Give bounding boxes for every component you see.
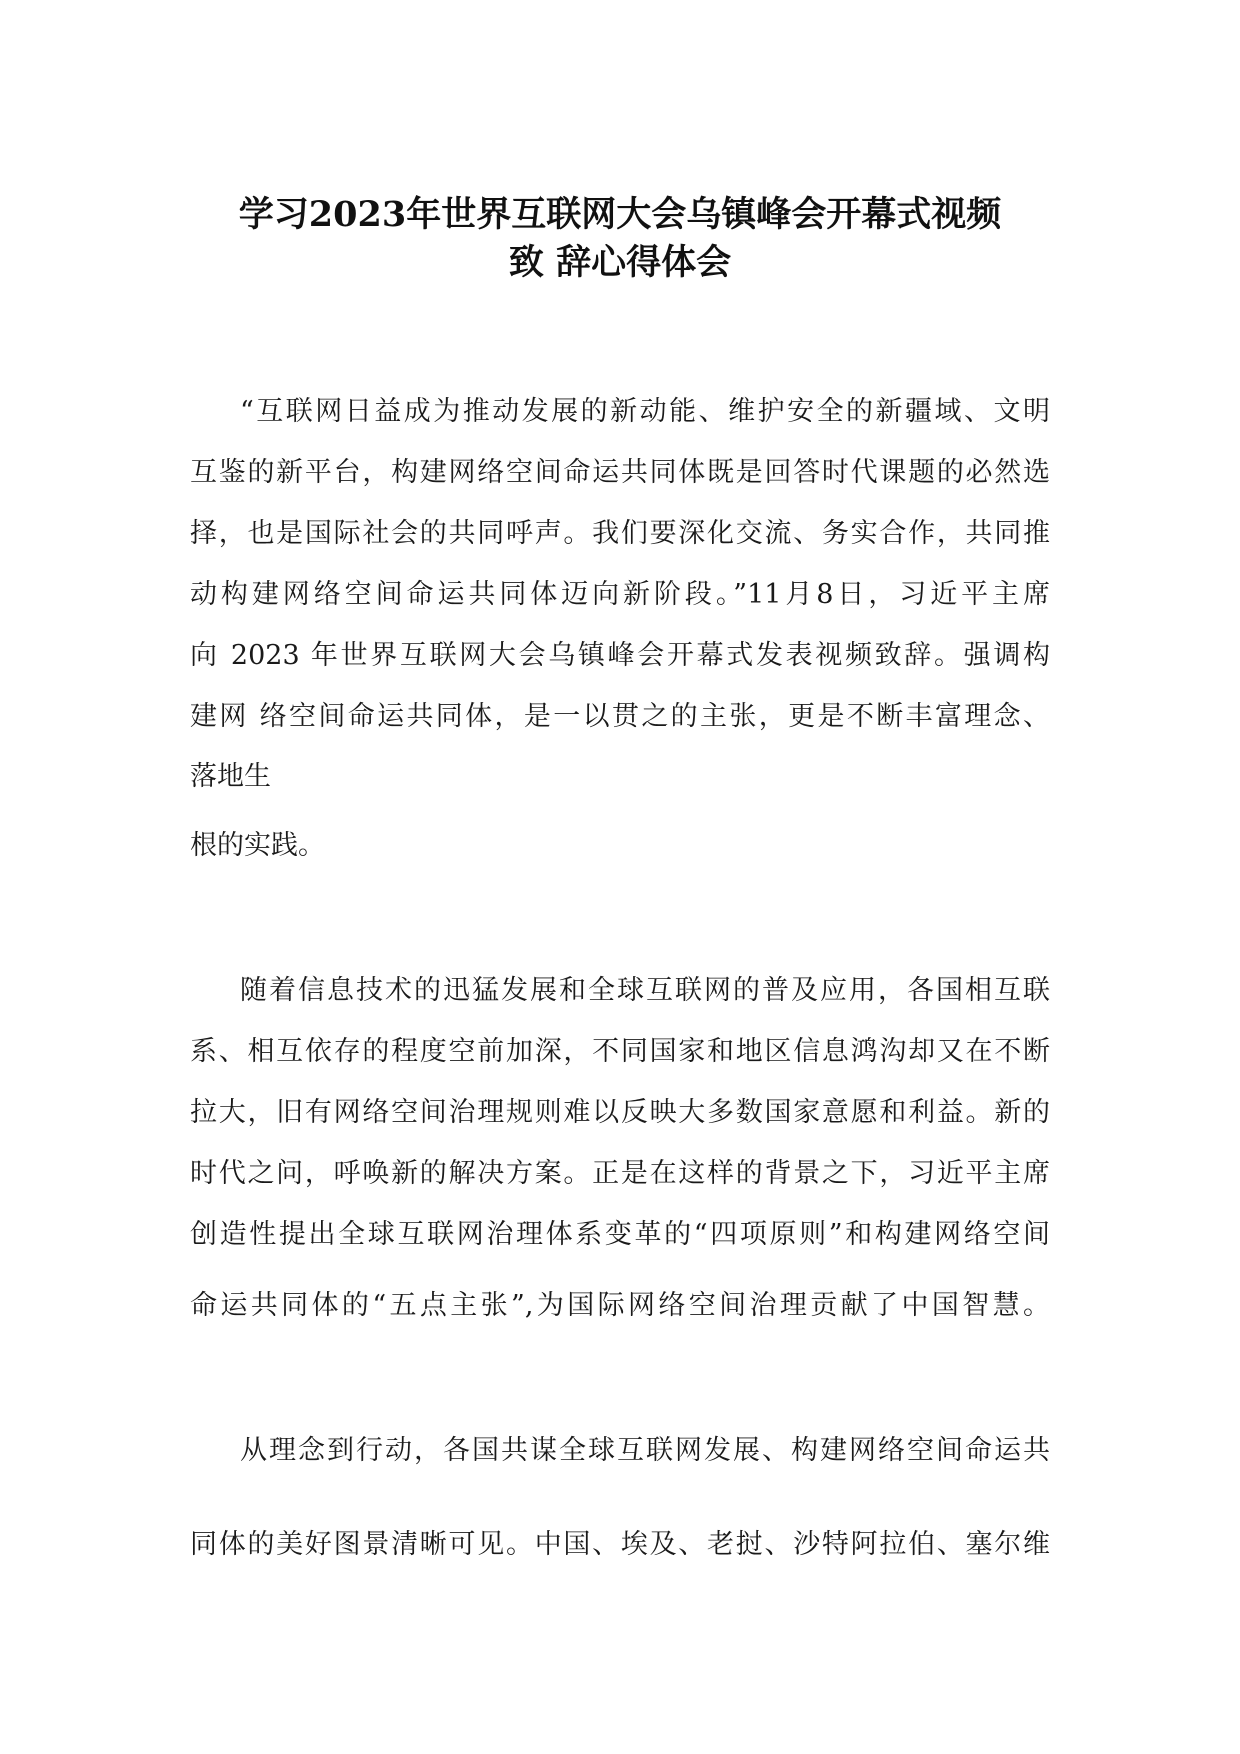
paragraph-2-line: 系、相互依存的程度空前加深，不同国家和地区信息鸿沟却又在不断	[190, 1036, 1050, 1067]
paragraph-1-line: “互联网日益成为推动发展的新动能、维护安全的新疆域、文明	[240, 396, 1050, 427]
paragraph-1-line: 向 2023 年世界互联网大会乌镇峰会开幕式发表视频致辞。强调构	[190, 640, 1050, 671]
paragraph-3-line: 从理念到行动，各国共谋全球互联网发展、构建网络空间命运共	[240, 1435, 1050, 1466]
paragraph-3-line: 同体的美好图景清晰可见。中国、埃及、老挝、沙特阿拉伯、塞尔维	[190, 1529, 1050, 1560]
paragraph-2-line: 创造性提出全球互联网治理体系变革的“四项原则”和构建网络空间	[190, 1219, 1050, 1250]
paragraph-1-line: 根的实践。	[190, 830, 325, 861]
document-title-line-2: 致 辞心得体会	[508, 242, 732, 283]
document-title-line-1: 学习2023年世界互联网大会乌镇峰会开幕式视频	[238, 194, 1002, 235]
paragraph-1-line: 互鉴的新平台，构建网络空间命运共同体既是回答时代课题的必然选	[190, 457, 1050, 488]
paragraph-1-line: 择，也是国际社会的共同呼声。我们要深化交流、务实合作，共同推	[190, 518, 1050, 549]
paragraph-2-line: 时代之问，呼唤新的解决方案。正是在这样的背景之下，习近平主席	[190, 1158, 1050, 1189]
paragraph-1-line: 动构建网络空间命运共同体迈向新阶段。”11月8日，习近平主席	[190, 579, 1050, 610]
paragraph-1-line: 建网 络空间命运共同体，是一以贯之的主张，更是不断丰富理念、	[190, 701, 1050, 732]
paragraph-2-line: 拉大，旧有网络空间治理规则难以反映大多数国家意愿和利益。新的	[190, 1097, 1050, 1128]
paragraph-2-line: 命运共同体的“五点主张”,为国际网络空间治理贡献了中国智慧。	[190, 1290, 1050, 1321]
paragraph-2-line: 随着信息技术的迅猛发展和全球互联网的普及应用，各国相互联	[240, 975, 1050, 1006]
paragraph-1-line: 落地生	[190, 761, 271, 792]
